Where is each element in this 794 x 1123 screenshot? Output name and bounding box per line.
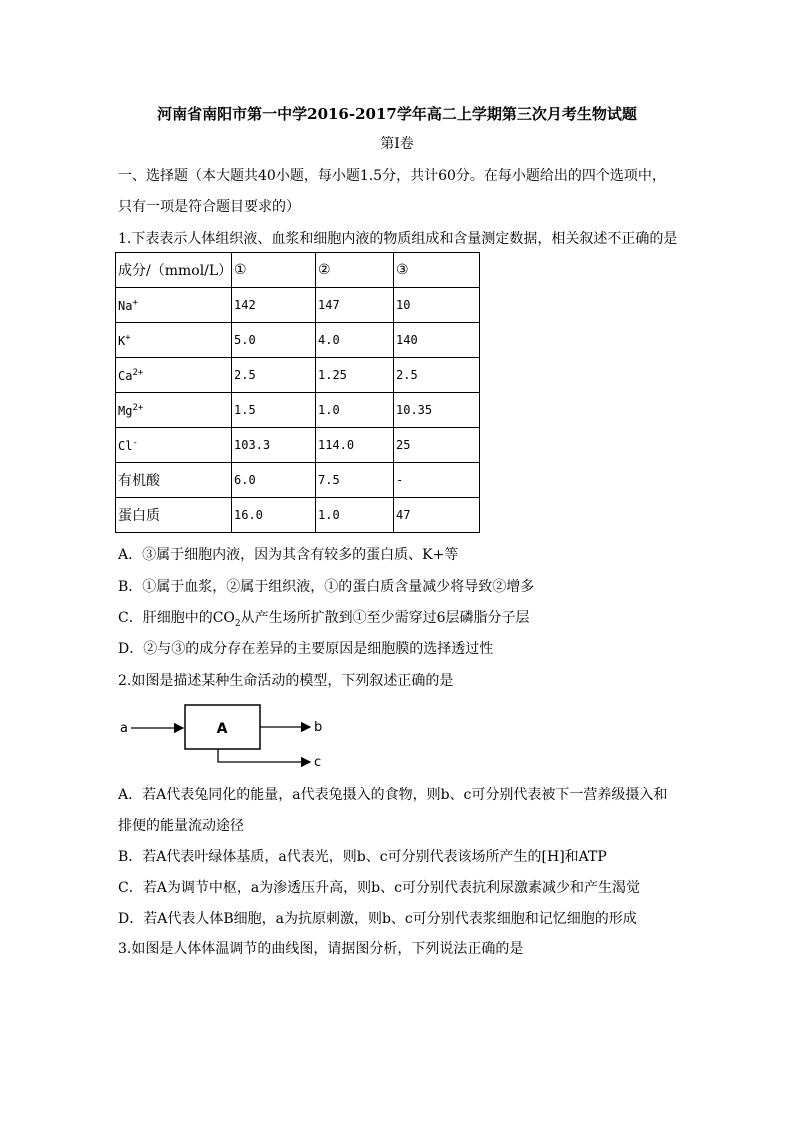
row-label: 有机酸 [116, 463, 232, 498]
table-cell: 2.5 [232, 358, 316, 393]
row-label [116, 393, 232, 428]
q1-option-c [118, 607, 530, 629]
table-row [116, 358, 480, 393]
table-cell: 47 [394, 498, 480, 533]
ion-name: Na [118, 298, 133, 313]
table-cell: 10 [394, 288, 480, 323]
ion-charge: - [132, 437, 138, 448]
table-row [116, 288, 480, 323]
table-cell: 10.35 [394, 393, 480, 428]
table-cell: 114.0 [316, 428, 394, 463]
q2-option-d: D．若A代表人体B细胞，a为抗原刺激，则b、c可分别代表浆细胞和记忆细胞的形成 [118, 911, 637, 927]
table-cell: 2.5 [394, 358, 480, 393]
process-box-label: A [216, 721, 228, 737]
question-1-stem: 1.下表表示人体组织液、血浆和细胞内液的物质组成和含量测定数据，相关叙述不正确的是 [118, 231, 678, 247]
table-header-cell: ③ [394, 253, 480, 288]
output-label-b: b [314, 720, 323, 735]
table-cell: 4.0 [316, 323, 394, 358]
table-row [116, 498, 480, 533]
table-cell: 140 [394, 323, 480, 358]
table-header-cell: ① [232, 253, 316, 288]
table-header-row [116, 253, 480, 288]
table-cell: - [394, 463, 480, 498]
table-cell: 1.25 [316, 358, 394, 393]
ion-name: K [118, 333, 126, 348]
table-cell: 1.5 [232, 393, 316, 428]
question-3-stem: 3.如图是人体体温调节的曲线图，请据图分析，下列说法正确的是 [118, 941, 524, 957]
row-label [116, 323, 232, 358]
ion-name: Cl [118, 438, 133, 453]
ion-charge: 2+ [132, 402, 144, 413]
table-cell: 7.5 [316, 463, 394, 498]
subscript: 2 [234, 618, 241, 629]
table-cell: 103.3 [232, 428, 316, 463]
output-label-c: c [314, 755, 322, 770]
ion-charge: + [125, 332, 131, 343]
table-row [116, 393, 480, 428]
table-row [116, 323, 480, 358]
row-label [116, 358, 232, 393]
page-title: 河南省南阳市第一中学2016-2017学年高二上学期第三次月考生物试题 [157, 105, 637, 123]
table-cell: 6.0 [232, 463, 316, 498]
ion-charge: + [132, 297, 138, 308]
ion-charge: 2+ [132, 367, 144, 378]
row-label [116, 288, 232, 323]
option-text: 从产生场所扩散到①至少需穿过6层磷脂分子层 [240, 610, 530, 626]
section-heading: 一、选择题（本大题共40小题，每小题1.5分，共计60分。在每小题给出的四个选项中， [118, 168, 666, 184]
option-text: C．肝细胞中的CO [118, 610, 235, 626]
composition-table [115, 252, 480, 533]
row-label: 蛋白质 [116, 498, 232, 533]
table-cell: 1.0 [316, 498, 394, 533]
q1-option-d: D．②与③的成分存在差异的主要原因是细胞膜的选择透过性 [118, 641, 494, 657]
flow-diagram [110, 695, 340, 775]
table-cell: 142 [232, 288, 316, 323]
table-cell: 16.0 [232, 498, 316, 533]
ion-name: Mg [118, 403, 133, 418]
q2-option-c: C．若A为调节中枢，a为渗透压升高，则b、c可分别代表抗利尿激素减少和产生渴觉 [118, 880, 640, 896]
output-arrow-c [218, 749, 310, 762]
volume-label: 第Ⅰ卷 [380, 136, 414, 152]
section-heading-cont: 只有一项是符合题目要求的） [118, 199, 300, 215]
q2-option-a-cont: 排便的能量流动途径 [118, 818, 244, 834]
table-cell: 1.0 [316, 393, 394, 428]
q1-option-b: B．①属于血浆，②属于组织液，①的蛋白质含量减少将导致②增多 [118, 579, 535, 595]
input-label: a [120, 721, 128, 736]
q2-option-b: B．若A代表叶绿体基质，a代表光，则b、c可分别代表该场所产生的[H]和ATP [118, 849, 607, 865]
table-cell: 147 [316, 288, 394, 323]
table-row [116, 463, 480, 498]
table-header-cell: ② [316, 253, 394, 288]
table-row [116, 428, 480, 463]
q2-option-a: A．若A代表兔同化的能量，a代表兔摄入的食物，则b、c可分别代表被下一营养级摄入和 [118, 787, 668, 803]
table-header-cell: 成分/（mmol/L） [116, 253, 232, 288]
row-label [116, 428, 232, 463]
question-2-stem: 2.如图是描述某种生命活动的模型，下列叙述正确的是 [118, 673, 454, 689]
q1-option-a: A．③属于细胞内液，因为其含有较多的蛋白质、K+等 [118, 547, 459, 563]
table-cell: 25 [394, 428, 480, 463]
ion-name: Ca [118, 368, 133, 383]
table-cell: 5.0 [232, 323, 316, 358]
